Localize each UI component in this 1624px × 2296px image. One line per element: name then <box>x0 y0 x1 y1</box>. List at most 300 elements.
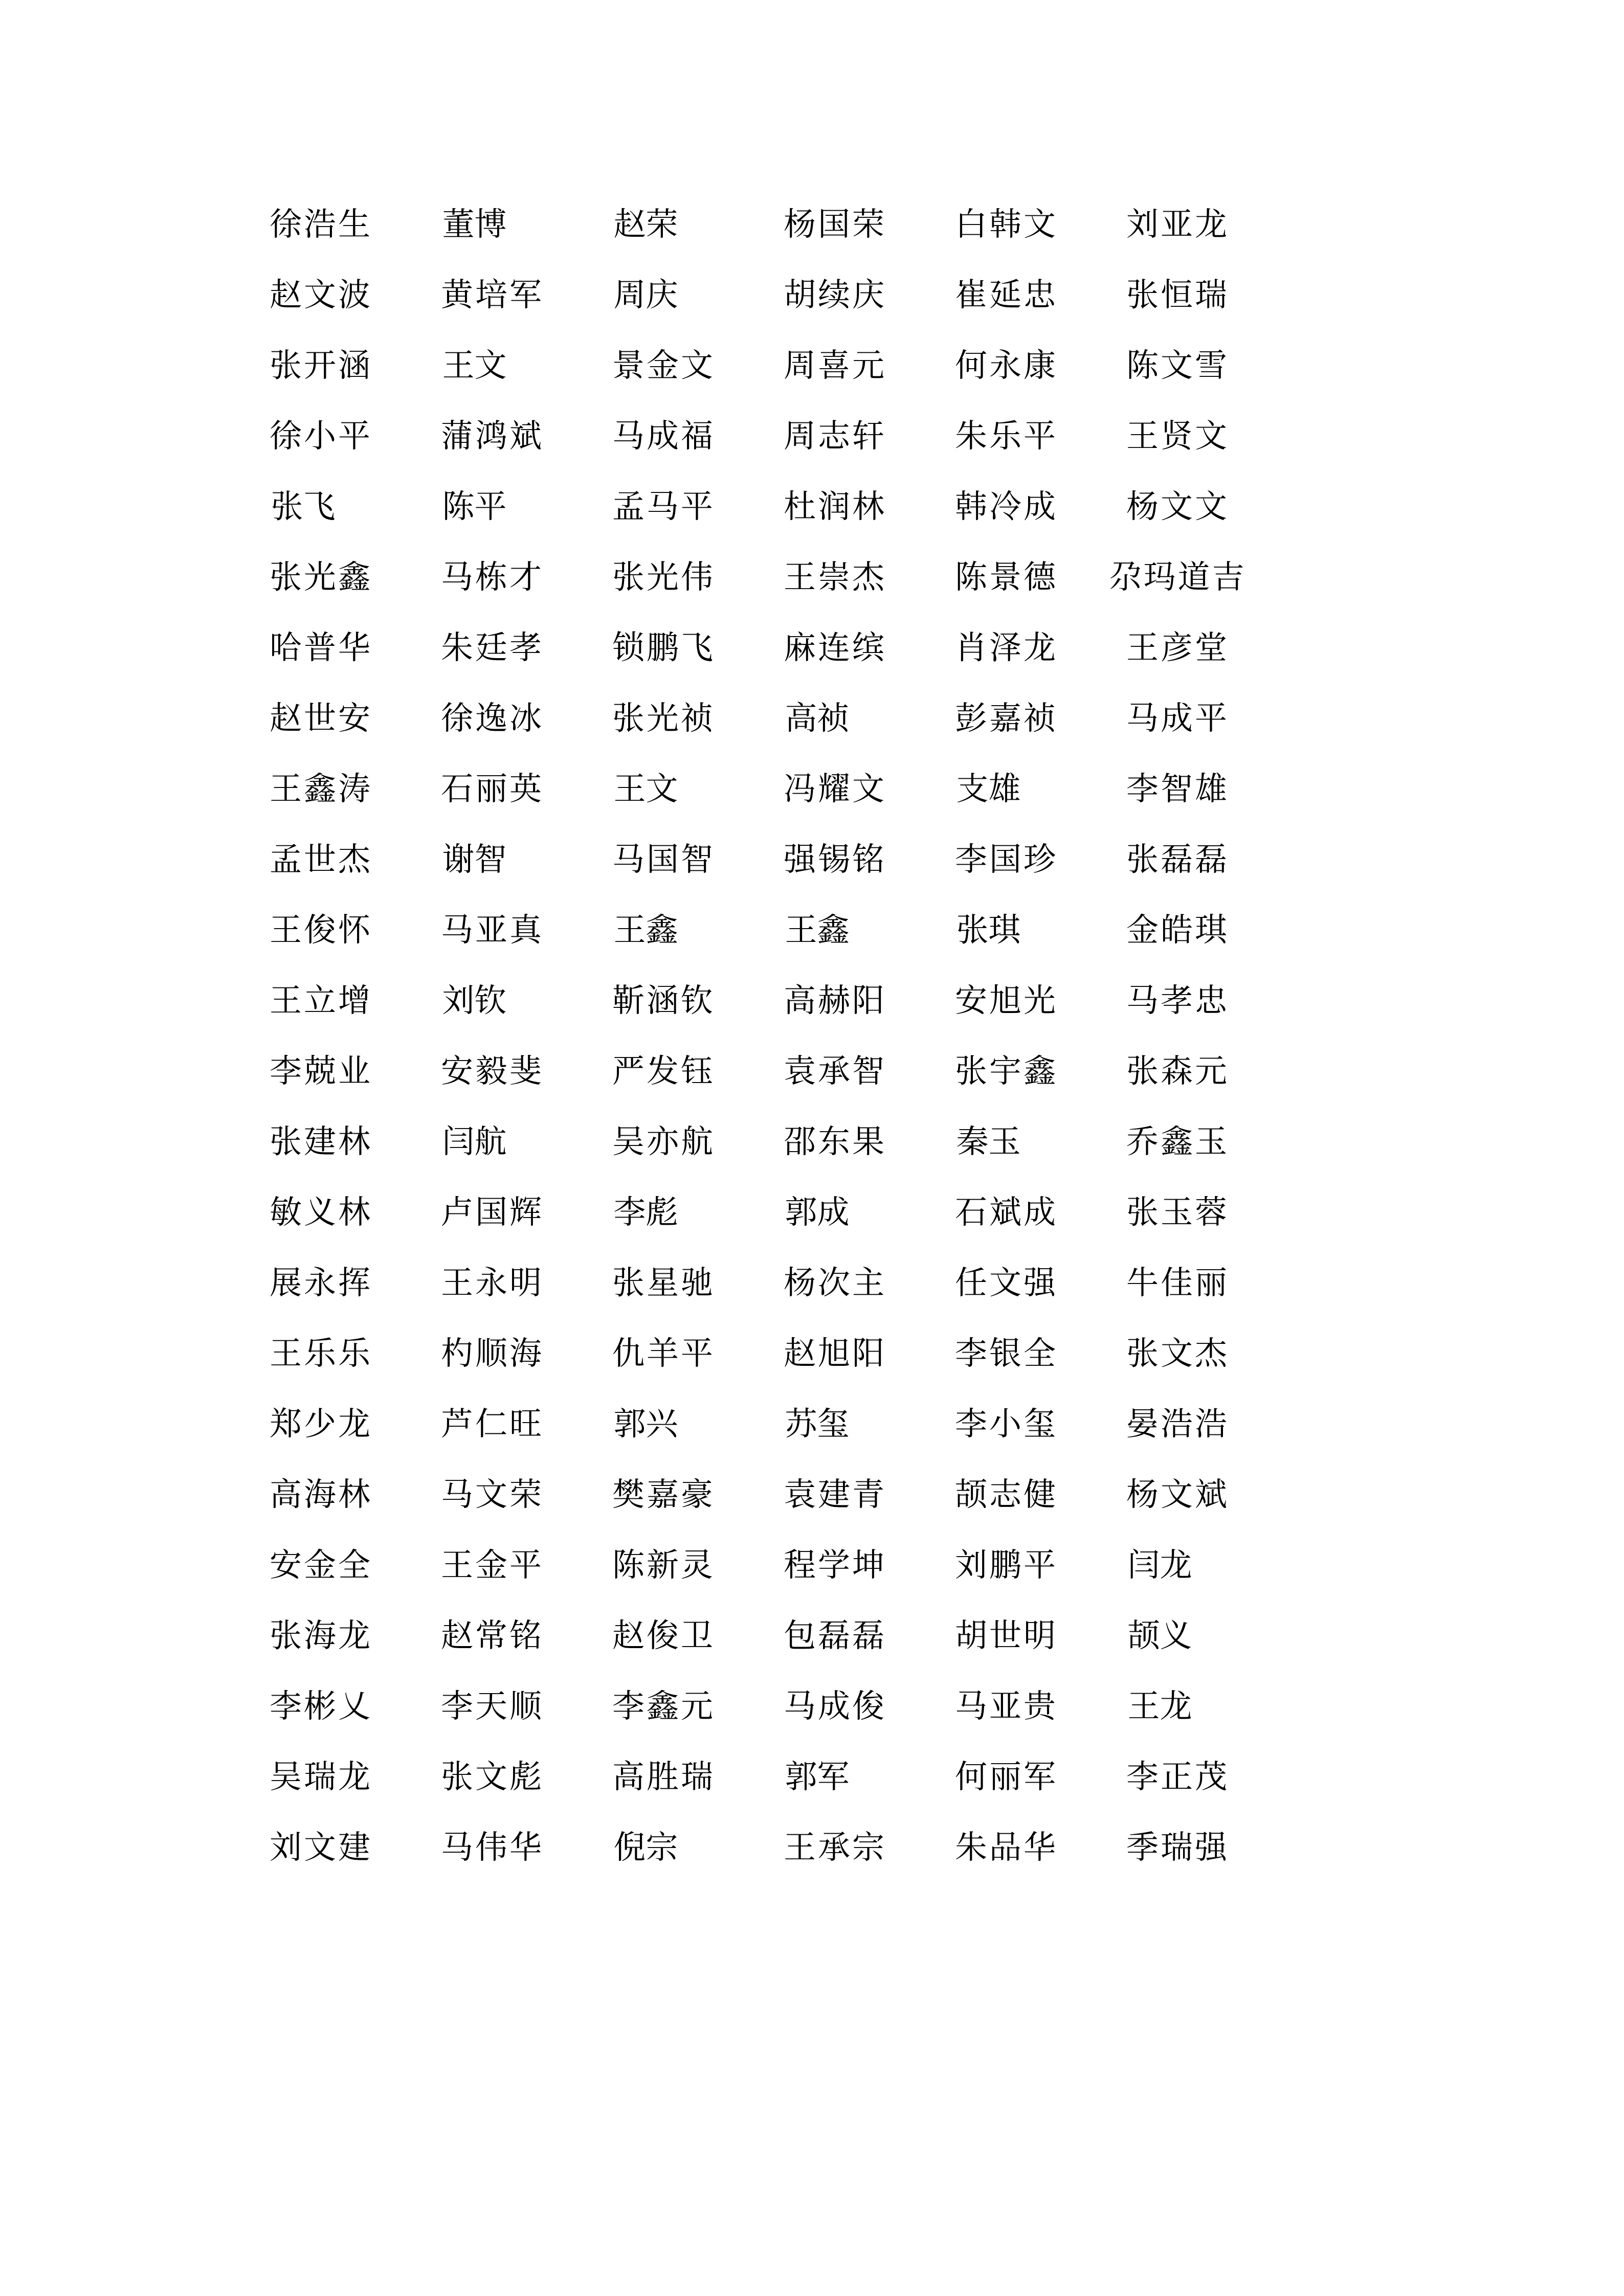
name-cell <box>407 1671 578 1742</box>
person-name: 王鑫涛 <box>270 771 372 807</box>
name-cell <box>921 189 1092 260</box>
name-cell <box>921 1812 1092 1883</box>
name-cell <box>235 1177 407 1248</box>
person-name: 赵旭阳 <box>784 1336 886 1371</box>
name-cell <box>1092 189 1263 260</box>
person-name: 王立增 <box>270 983 372 1019</box>
person-name: 石斌成 <box>955 1195 1058 1230</box>
name-cell <box>1092 401 1263 471</box>
name-cell <box>407 542 578 613</box>
person-name: 孟世杰 <box>270 842 372 877</box>
name-cell <box>235 189 407 260</box>
name-cell <box>749 824 921 895</box>
person-name: 王鑫 <box>613 912 678 948</box>
table-row <box>235 471 1263 542</box>
name-cell <box>921 1601 1092 1671</box>
name-cell <box>235 1248 407 1318</box>
person-name: 王承宗 <box>784 1830 886 1865</box>
person-name: 安旭光 <box>955 983 1058 1019</box>
person-name: 李银全 <box>955 1336 1058 1371</box>
name-cell <box>578 683 749 754</box>
name-cell <box>578 1036 749 1107</box>
name-cell <box>921 613 1092 683</box>
person-name: 石丽英 <box>441 771 544 807</box>
table-row <box>235 260 1263 330</box>
name-cell <box>235 471 407 542</box>
person-name: 朱廷孝 <box>441 630 544 666</box>
name-cell <box>407 683 578 754</box>
name-cell <box>407 1601 578 1671</box>
person-name: 王崇杰 <box>784 559 886 595</box>
person-name: 朱品华 <box>955 1830 1058 1865</box>
name-cell <box>749 401 921 471</box>
name-cell <box>1092 754 1263 824</box>
person-name: 高海林 <box>270 1477 372 1513</box>
person-name: 杨文文 <box>1126 489 1229 525</box>
name-cell <box>407 330 578 401</box>
name-cell <box>407 1107 578 1177</box>
person-name: 王龙 <box>1127 1689 1192 1724</box>
table-row <box>235 1036 1263 1107</box>
name-cell <box>578 1742 749 1812</box>
name-cell <box>407 1812 578 1883</box>
name-cell <box>921 1107 1092 1177</box>
person-name: 景金文 <box>612 348 715 384</box>
name-cell <box>921 1459 1092 1530</box>
person-name: 李鑫元 <box>612 1689 715 1724</box>
name-cell <box>578 613 749 683</box>
name-cell <box>1092 613 1263 683</box>
person-name: 安毅斐 <box>441 1053 544 1089</box>
person-name: 何丽军 <box>955 1759 1058 1795</box>
name-cell <box>921 401 1092 471</box>
person-name: 孟马平 <box>612 489 715 525</box>
person-name: 靳涵钦 <box>612 983 715 1019</box>
name-cell <box>578 965 749 1036</box>
person-name: 任文强 <box>955 1265 1058 1301</box>
name-cell <box>921 542 1092 613</box>
name-cell <box>921 1389 1092 1459</box>
table-row <box>235 401 1263 471</box>
table-row <box>235 1248 1263 1318</box>
name-cell <box>1092 1671 1263 1742</box>
name-cell <box>407 754 578 824</box>
name-cell <box>235 260 407 330</box>
person-name: 刘文建 <box>270 1830 372 1865</box>
name-cell <box>749 613 921 683</box>
person-name: 支雄 <box>956 771 1021 807</box>
table-row <box>235 965 1263 1036</box>
name-cell <box>921 895 1092 965</box>
table-row <box>235 683 1263 754</box>
person-name: 张宇鑫 <box>955 1053 1058 1089</box>
person-name: 展永挥 <box>270 1265 372 1301</box>
name-cell <box>749 754 921 824</box>
person-name: 赵俊卫 <box>612 1618 715 1654</box>
name-cell <box>578 471 749 542</box>
name-cell <box>407 260 578 330</box>
name-cell <box>921 824 1092 895</box>
table-row <box>235 1601 1263 1671</box>
name-cell <box>1092 542 1263 613</box>
person-name: 陈景德 <box>955 559 1058 595</box>
person-name: 周庆 <box>613 277 678 313</box>
name-cell <box>407 1742 578 1812</box>
name-cell <box>749 1530 921 1601</box>
name-cell <box>578 1248 749 1318</box>
name-cell <box>749 683 921 754</box>
name-cell <box>1092 1107 1263 1177</box>
name-cell <box>578 754 749 824</box>
name-cell <box>407 895 578 965</box>
person-name: 刘亚龙 <box>1126 207 1229 242</box>
person-name: 董博 <box>442 207 507 242</box>
person-name: 李正茂 <box>1126 1759 1229 1795</box>
table-row <box>235 1389 1263 1459</box>
name-cell <box>1092 683 1263 754</box>
person-name: 严发钰 <box>612 1053 715 1089</box>
person-name: 李彬乂 <box>270 1689 372 1724</box>
person-name: 韩冷成 <box>955 489 1058 525</box>
name-cell <box>407 1389 578 1459</box>
name-cell <box>921 683 1092 754</box>
person-name: 马成俊 <box>784 1689 886 1724</box>
person-name: 高胜瑞 <box>612 1759 715 1795</box>
name-cell <box>407 824 578 895</box>
person-name: 刘鹏平 <box>955 1547 1058 1583</box>
person-name: 周志轩 <box>784 418 886 454</box>
person-name: 包磊磊 <box>784 1618 886 1654</box>
person-name: 晏浩浩 <box>1126 1406 1229 1442</box>
name-cell <box>921 1530 1092 1601</box>
name-cell <box>1092 471 1263 542</box>
name-cell <box>749 1812 921 1883</box>
name-cell <box>235 1389 407 1459</box>
name-cell <box>749 1248 921 1318</box>
person-name: 赵荣 <box>613 207 678 242</box>
name-cell <box>407 189 578 260</box>
person-name: 吴瑞龙 <box>270 1759 372 1795</box>
person-name: 白韩文 <box>955 207 1058 242</box>
name-cell <box>1092 1459 1263 1530</box>
name-cell <box>1092 1177 1263 1248</box>
name-cell <box>407 471 578 542</box>
person-name: 敏义林 <box>270 1195 372 1230</box>
person-name: 王鑫 <box>785 912 850 948</box>
name-cell <box>407 1248 578 1318</box>
name-cell <box>235 1318 407 1389</box>
name-cell <box>749 471 921 542</box>
name-cell <box>578 1812 749 1883</box>
person-name: 陈新灵 <box>612 1547 715 1583</box>
name-cell <box>921 1248 1092 1318</box>
person-name: 王永明 <box>441 1265 544 1301</box>
name-cell <box>1092 1530 1263 1601</box>
name-cell <box>578 1107 749 1177</box>
person-name: 胡续庆 <box>784 277 886 313</box>
name-cell <box>235 1671 407 1742</box>
name-cell <box>921 1036 1092 1107</box>
person-name: 李兢业 <box>270 1053 372 1089</box>
name-cell <box>921 471 1092 542</box>
name-cell <box>921 1318 1092 1389</box>
person-name: 强锡铭 <box>784 842 886 877</box>
person-name: 李智雄 <box>1126 771 1229 807</box>
name-cell <box>749 330 921 401</box>
name-cell <box>1092 824 1263 895</box>
person-name: 崔延忠 <box>955 277 1058 313</box>
person-name: 张建林 <box>270 1124 372 1160</box>
name-cell <box>407 1177 578 1248</box>
name-cell <box>235 1459 407 1530</box>
name-cell <box>407 965 578 1036</box>
person-name: 张磊磊 <box>1126 842 1229 877</box>
name-cell <box>235 330 407 401</box>
person-name: 乔鑫玉 <box>1126 1124 1229 1160</box>
person-name: 苏玺 <box>785 1406 850 1442</box>
person-name: 牛佳丽 <box>1126 1265 1229 1301</box>
name-cell <box>235 1107 407 1177</box>
person-name: 高祯 <box>785 701 850 736</box>
name-cell <box>407 401 578 471</box>
name-cell <box>1092 1036 1263 1107</box>
table-row <box>235 330 1263 401</box>
person-name: 徐浩生 <box>270 207 372 242</box>
name-cell <box>235 824 407 895</box>
person-name: 闫航 <box>442 1124 507 1160</box>
person-name: 王文 <box>442 348 507 384</box>
person-name: 安金全 <box>270 1547 372 1583</box>
person-name: 马伟华 <box>441 1830 544 1865</box>
person-name: 张琪 <box>956 912 1021 948</box>
person-name: 张飞 <box>271 489 336 525</box>
name-roster-body <box>235 189 1263 1883</box>
name-cell <box>749 1389 921 1459</box>
name-cell <box>235 401 407 471</box>
person-name: 赵文波 <box>270 277 372 313</box>
name-cell <box>578 542 749 613</box>
name-cell <box>578 1177 749 1248</box>
person-name: 闫龙 <box>1127 1547 1192 1583</box>
person-name: 杜润林 <box>784 489 886 525</box>
person-name: 马成平 <box>1126 701 1229 736</box>
name-cell <box>1092 1389 1263 1459</box>
person-name: 马成福 <box>612 418 715 454</box>
name-cell <box>578 1318 749 1389</box>
person-name: 马孝忠 <box>1126 983 1229 1019</box>
name-cell <box>749 965 921 1036</box>
person-name: 王文 <box>613 771 678 807</box>
name-cell <box>578 330 749 401</box>
table-row <box>235 1742 1263 1812</box>
person-name: 杨国荣 <box>784 207 886 242</box>
name-cell <box>749 1742 921 1812</box>
person-name: 李天顺 <box>441 1689 544 1724</box>
name-cell <box>235 1812 407 1883</box>
name-cell <box>1092 1742 1263 1812</box>
name-cell <box>749 1318 921 1389</box>
person-name: 王彦堂 <box>1126 630 1229 666</box>
table-row <box>235 189 1263 260</box>
person-name: 程学坤 <box>784 1547 886 1583</box>
person-name: 锁鹏飞 <box>612 630 715 666</box>
name-cell <box>578 1671 749 1742</box>
name-cell <box>578 1459 749 1530</box>
person-name: 张海龙 <box>270 1618 372 1654</box>
table-row <box>235 1530 1263 1601</box>
name-cell <box>921 1671 1092 1742</box>
person-name: 张光鑫 <box>270 559 372 595</box>
name-cell <box>407 1036 578 1107</box>
person-name: 朱乐平 <box>955 418 1058 454</box>
person-name: 蒲鸿斌 <box>441 418 544 454</box>
person-name: 吴亦航 <box>612 1124 715 1160</box>
table-row <box>235 754 1263 824</box>
person-name: 马亚真 <box>441 912 544 948</box>
name-cell <box>235 1530 407 1601</box>
person-name: 芦仁旺 <box>441 1406 544 1442</box>
table-row <box>235 1671 1263 1742</box>
name-cell <box>235 542 407 613</box>
person-name: 徐小平 <box>270 418 372 454</box>
person-name: 何永康 <box>955 348 1058 384</box>
person-name: 张文彪 <box>441 1759 544 1795</box>
name-cell <box>921 1177 1092 1248</box>
person-name: 马亚贵 <box>955 1689 1058 1724</box>
table-row <box>235 613 1263 683</box>
person-name: 仇羊平 <box>612 1336 715 1371</box>
person-name: 冯耀文 <box>784 771 886 807</box>
person-name: 郭兴 <box>613 1406 678 1442</box>
person-name: 颉义 <box>1127 1618 1192 1654</box>
person-name: 彭嘉祯 <box>955 701 1058 736</box>
person-name: 王贤文 <box>1126 418 1229 454</box>
person-name: 麻连缤 <box>784 630 886 666</box>
person-name: 周喜元 <box>784 348 886 384</box>
name-cell <box>921 965 1092 1036</box>
person-name: 袁建青 <box>784 1477 886 1513</box>
person-name: 樊嘉豪 <box>612 1477 715 1513</box>
person-name: 张文杰 <box>1126 1336 1229 1371</box>
name-cell <box>578 895 749 965</box>
person-name: 肖泽龙 <box>955 630 1058 666</box>
name-cell <box>235 895 407 965</box>
person-name: 王金平 <box>441 1547 544 1583</box>
person-name: 袁承智 <box>784 1053 886 1089</box>
name-cell <box>578 1601 749 1671</box>
person-name: 赵常铭 <box>441 1618 544 1654</box>
person-name: 季瑞强 <box>1126 1830 1229 1865</box>
person-name: 金皓琪 <box>1126 912 1229 948</box>
person-name: 郭军 <box>785 1759 850 1795</box>
person-name: 高赫阳 <box>784 983 886 1019</box>
person-name: 马文荣 <box>441 1477 544 1513</box>
name-cell <box>921 330 1092 401</box>
name-cell <box>407 1530 578 1601</box>
person-name: 谢智 <box>442 842 507 877</box>
table-row <box>235 542 1263 613</box>
table-row <box>235 1459 1263 1530</box>
person-name: 赵世安 <box>270 701 372 736</box>
name-cell <box>578 189 749 260</box>
person-name: 邵东果 <box>784 1124 886 1160</box>
person-name: 陈平 <box>442 489 507 525</box>
person-name: 尕玛道吉 <box>1109 559 1247 595</box>
person-name: 李国珍 <box>955 842 1058 877</box>
name-cell <box>921 754 1092 824</box>
name-cell <box>749 1107 921 1177</box>
person-name: 张森元 <box>1126 1053 1229 1089</box>
person-name: 李彪 <box>613 1195 678 1230</box>
name-cell <box>407 613 578 683</box>
person-name: 秦玉 <box>956 1124 1021 1160</box>
name-cell <box>235 1601 407 1671</box>
person-name: 杨文斌 <box>1126 1477 1229 1513</box>
name-cell <box>235 754 407 824</box>
name-cell <box>235 1742 407 1812</box>
name-cell <box>749 1036 921 1107</box>
table-row <box>235 1177 1263 1248</box>
person-name: 卢国辉 <box>441 1195 544 1230</box>
person-name: 王乐乐 <box>270 1336 372 1371</box>
name-cell <box>407 1318 578 1389</box>
name-cell <box>1092 1318 1263 1389</box>
name-cell <box>1092 1601 1263 1671</box>
table-row <box>235 824 1263 895</box>
name-cell <box>235 1036 407 1107</box>
name-cell <box>578 401 749 471</box>
person-name: 郑少龙 <box>270 1406 372 1442</box>
name-cell <box>1092 330 1263 401</box>
name-cell <box>1092 1248 1263 1318</box>
name-cell <box>1092 260 1263 330</box>
person-name: 张恒瑞 <box>1126 277 1229 313</box>
name-cell <box>749 1601 921 1671</box>
person-name: 张玉蓉 <box>1126 1195 1229 1230</box>
person-name: 杓顺海 <box>441 1336 544 1371</box>
person-name: 李小玺 <box>955 1406 1058 1442</box>
table-row <box>235 895 1263 965</box>
person-name: 颉志健 <box>955 1477 1058 1513</box>
name-cell <box>749 1459 921 1530</box>
table-row <box>235 1812 1263 1883</box>
table-row <box>235 1318 1263 1389</box>
person-name: 徐逸冰 <box>441 701 544 736</box>
name-cell <box>749 1671 921 1742</box>
name-cell <box>407 1459 578 1530</box>
name-cell <box>749 260 921 330</box>
name-cell <box>235 683 407 754</box>
name-cell <box>1092 895 1263 965</box>
name-roster-table <box>235 189 1263 1883</box>
name-cell <box>749 1177 921 1248</box>
person-name: 黄培军 <box>441 277 544 313</box>
person-name: 郭成 <box>785 1195 850 1230</box>
name-cell <box>749 895 921 965</box>
person-name: 马栋才 <box>441 559 544 595</box>
person-name: 刘钦 <box>442 983 507 1019</box>
name-cell <box>578 824 749 895</box>
person-name: 陈文雪 <box>1126 348 1229 384</box>
name-cell <box>578 1530 749 1601</box>
person-name: 张光祯 <box>612 701 715 736</box>
person-name: 王俊怀 <box>270 912 372 948</box>
name-cell <box>578 260 749 330</box>
name-cell <box>921 1742 1092 1812</box>
name-cell <box>235 965 407 1036</box>
name-cell <box>749 189 921 260</box>
person-name: 杨次主 <box>784 1265 886 1301</box>
